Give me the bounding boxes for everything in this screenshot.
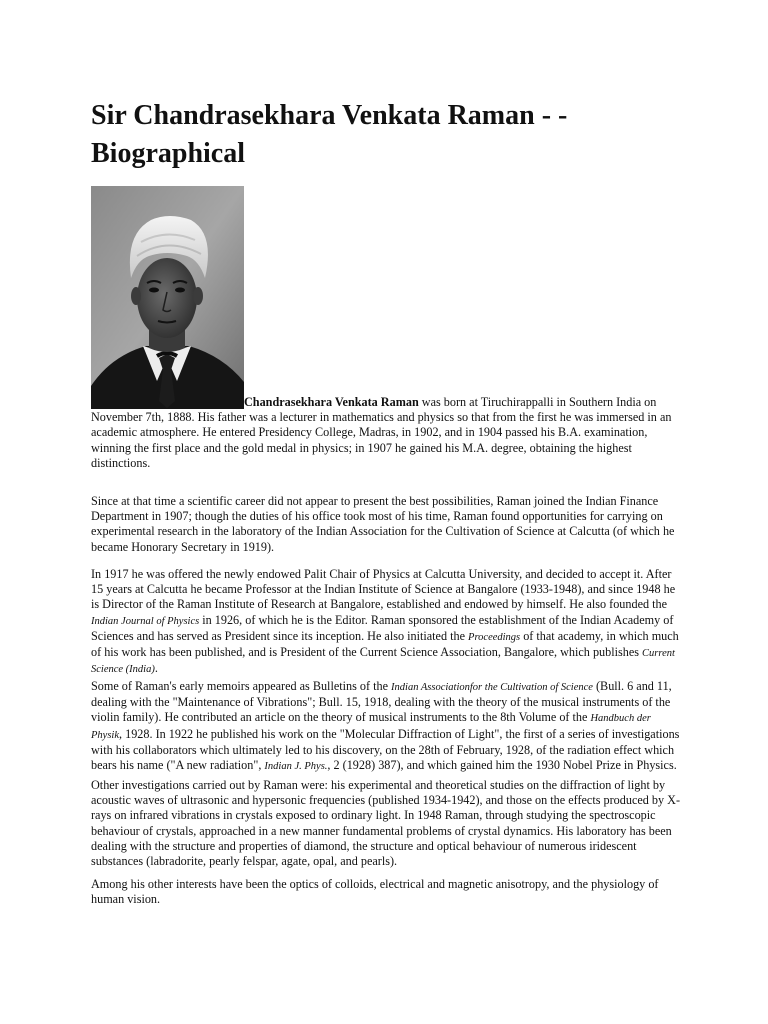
association-title: Indian Associationfor the Cultivation of Science [391, 682, 593, 693]
portrait-photo [91, 186, 244, 409]
proceedings-title: Proceedings [468, 631, 521, 643]
handbuch-title: Handbuch der Physik [91, 713, 651, 741]
paragraph-memoirs [91, 679, 681, 774]
text-span: , 1928. In 1922 he published his work on the "Molecular Diffraction of Light", the first of a series of investigations with his collaborators which ultimately led to his discovery, on the 28th of February, 1928, of the radiation effect which bears his name ("A new radiation", [91, 726, 680, 773]
text-span: , 2 (1928) 387), and which gained him the 1930 Nobel Prize in Physics. [327, 758, 677, 773]
text-span: of that academy, in which much of his work has been published, and is President of the Current Science Association, Bangalore, which publishes [91, 628, 679, 660]
text-span: . [154, 661, 158, 676]
paragraph-investigations: Other investigations carried out by Raman were: his experimental and theoretical studies on the diffraction of light by acoustic waves of ultrasonic and hypersonic frequencies (published 1934-1942), and those on the effects produced by X-rays on infrared vibrations in crystals exposed to ordinary light. In 1948 Raman, through studying the spectroscopic behaviour of crystals, approached in a new manner fundamental problems of crystal dynamics. His laboratory has been dealing with the structure and properties of diamond, the structure and optical behaviour of numerous iridescent substances (labradorite, pearly felspar, agate, opal, and pearls). [91, 778, 680, 869]
text-span: (Bull. 6 and 11, dealing with the "Maintenance of Vibrations"; Bull. 15, 1918, dealing with the theory of the musical instruments of the violin family). He contributed an article on the theory of musical instruments to the 8th Volume of the [91, 679, 672, 725]
text-span: Some of Raman's early memoirs appeared as Bulletins of the [91, 679, 392, 693]
text-span: in 1926, of which he is the Editor. Raman sponsored the establishment of the Indian Academy of Sciences and has served as President since its inception. He also initiated the [91, 612, 674, 643]
intro-text: was born at Tiruchirappalli in Southern India on November 7th, 1888. His father was a lecturer in mathematics and physics so that from the first he was immersed in an academic atmosphere. He entered Presidency College, Madras, in 1902, and in 1904 passed his B.A. examination, winning the first place and the gold medal in physics; in 1907 he gained his M.A. degree, obtaining the highest distinctions. [91, 395, 672, 470]
current-science-title: Current Science (India) [91, 648, 675, 676]
text-span: In 1917 he was offered the newly endowed Palit Chair of Physics at Calcutta University, and decided to accept it. After 15 years at Calcutta he became Professor at the Indian Institute of Science at Bangalore (1933-1948), and since 1948 he is Director of the Raman Institute of Research at Bangalore, established and endowed by himself. He also founded the [91, 567, 676, 612]
paragraph-professorship [91, 567, 681, 677]
page-title: Sir Chandrasekhara Venkata Raman - - Biographical [91, 100, 568, 169]
journal-citation: Indian J. Phys. [264, 761, 328, 773]
journal-title: Indian Journal of Physics [91, 615, 200, 627]
subject-name: Chandrasekhara Venkata Raman [244, 395, 419, 409]
paragraph-interests: Among his other interests have been the optics of colloids, electrical and magnetic anisotropy, and the physiology of human vision. [91, 877, 659, 907]
intro-section [91, 186, 681, 471]
paragraph-career: Since at that time a scientific career did not appear to present the best possibilities, Raman joined the Indian Finance Department in 1907; though the duties of his office took most of his time, Raman found opportunities for carrying on experimental research in the laboratory of the Indian Association for the Cultivation of Science at Calcutta (of which he became Honorary Secretary in 1919). [91, 494, 675, 554]
